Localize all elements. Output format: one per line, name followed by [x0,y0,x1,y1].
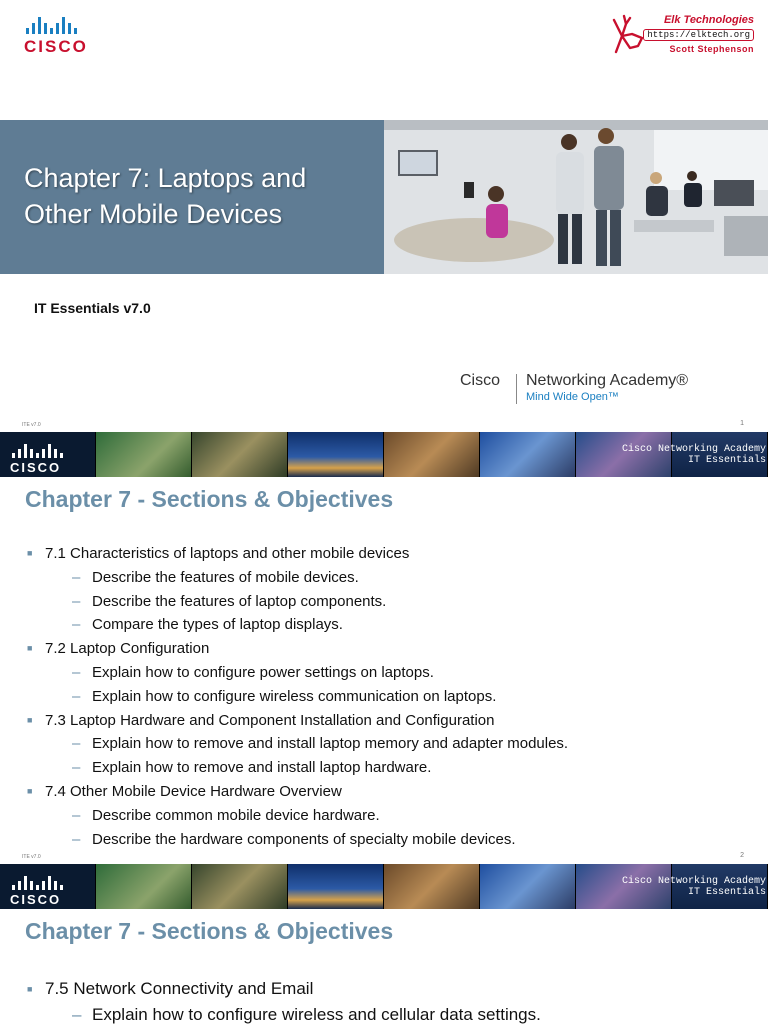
slide-title: Chapter 7 - Sections & Objectives [25,486,394,512]
cisco-wordmark: CISCO [24,37,88,56]
networking-academy-logo [460,372,750,408]
header-image-strip [0,432,768,477]
footer-label: ITE v7.0 [22,422,41,428]
strip-cisco-logo [10,440,63,475]
header-image-strip [0,864,768,909]
strip-cisco-bars-icon [12,872,63,890]
elk-url[interactable]: https://elktech.org [643,29,754,41]
section-item [27,780,757,804]
page-number: 2 [740,852,744,859]
dash-icon: – [72,687,81,705]
strip-academy-line2: IT Essentials [687,455,766,466]
strip-image-circuit-board [96,432,192,477]
dash-icon: – [72,663,81,681]
objective-item [27,804,757,828]
section-item [27,976,757,1002]
cisco-bars-icon [26,16,110,34]
strip-cisco-wordmark: CISCO [10,892,62,907]
elk-antler-icon [612,14,646,54]
dash-icon: – [72,1005,82,1024]
strip-image-city [288,864,384,909]
strip-image-motherboard [480,864,576,909]
bullet-square-icon: ■ [27,714,33,725]
objective-item [27,1002,757,1028]
strip-image-motherboard [480,432,576,477]
objective-text: Describe common mobile device hardware. [92,806,380,824]
strip-cisco-tile [0,432,96,477]
elk-title: Elk Technologies [663,14,754,26]
strip-image-city [288,432,384,477]
footer-label: ITE v7.0 [22,854,41,860]
objectives-list [27,542,757,851]
objective-item [27,613,757,637]
objective-text: Describe the features of mobile devices. [92,568,359,586]
dash-icon: – [72,806,81,824]
objective-text: Describe the hardware components of specialty mobile devices. [92,830,516,848]
slide-title: Chapter 7 - Sections & Objectives [25,918,394,944]
objective-item [27,661,757,685]
bullet-square-icon: ■ [27,548,33,558]
section-label: 7.4 Other Mobile Device Hardware Overview [45,782,342,800]
elk-author-name: Scott Stephenson [669,44,754,54]
bullet-square-icon: ■ [27,643,33,654]
strip-cisco-logo [10,872,63,907]
strip-cisco-wordmark: CISCO [10,460,62,475]
objective-item [27,756,757,780]
strip-cisco-tile [0,864,96,909]
section-label: 7.5 Network Connectivity and Email [45,979,314,998]
dash-icon: – [72,759,81,777]
strip-academy-text [582,444,766,466]
title-banner [0,120,768,274]
objective-text: Explain how to configure wireless communication on laptops. [92,687,497,705]
dash-icon: – [72,592,81,610]
objective-text: Explain how to configure power settings on laptops. [92,663,434,681]
strip-image-chip [192,432,288,477]
strip-academy-tile [621,432,768,477]
chapter-title: Chapter 7: Laptops and Other Mobile Devices [24,163,307,229]
strip-cisco-bars-icon [12,440,63,458]
section-label: 7.1 Characteristics of laptops and other mobile devices [45,545,410,562]
na-tagline: Mind Wide Open™ [526,391,619,403]
objective-item [27,566,757,590]
objectives-list [27,976,757,1028]
na-divider [516,374,517,404]
classroom-photo-illustration [384,120,768,274]
strip-academy-line2: IT Essentials [687,887,766,898]
bullet-square-icon: ■ [27,785,33,796]
objective-text: Describe the features of laptop components. [92,592,387,610]
cisco-logo [24,16,110,56]
section-label: 7.2 Laptop Configuration [45,640,210,658]
title-slide [0,0,768,432]
dash-icon: – [72,568,81,586]
strip-academy-text [582,876,766,898]
elk-technologies-logo [612,12,754,60]
strip-academy-line1: Cisco Networking Academy [621,444,766,455]
section-item [27,542,757,566]
strip-image-components [384,432,480,477]
objective-item [27,828,757,852]
objective-text: Compare the types of laptop displays. [92,616,343,634]
dash-icon: – [72,735,81,753]
course-subtitle: IT Essentials v7.0 [34,300,151,316]
section-item [27,709,757,733]
strip-academy-tile [621,864,768,909]
objective-item [27,590,757,614]
bullet-square-icon: ■ [27,984,33,994]
na-name: Networking Academy® [526,372,689,389]
objectives-slide-2 [0,864,768,1024]
strip-academy-line1: Cisco Networking Academy [621,876,766,887]
objective-text: Explain how to configure wireless and cellular data settings. [92,1005,541,1024]
section-label: 7.3 Laptop Hardware and Component Installation and Configuration [45,711,495,729]
na-brand: Cisco [460,372,501,389]
objective-item [27,685,757,709]
dash-icon: – [72,616,81,634]
strip-image-circuit-board [96,864,192,909]
page-number: 1 [740,420,744,427]
strip-image-components [384,864,480,909]
objective-item [27,732,757,756]
strip-image-chip [192,864,288,909]
objectives-slide-1 [0,432,768,864]
dash-icon: – [72,830,81,848]
section-item [27,637,757,661]
classroom-photo [384,120,768,274]
objective-text: Explain how to remove and install laptop memory and adapter modules. [92,735,569,753]
objective-text: Explain how to remove and install laptop hardware. [92,759,432,777]
